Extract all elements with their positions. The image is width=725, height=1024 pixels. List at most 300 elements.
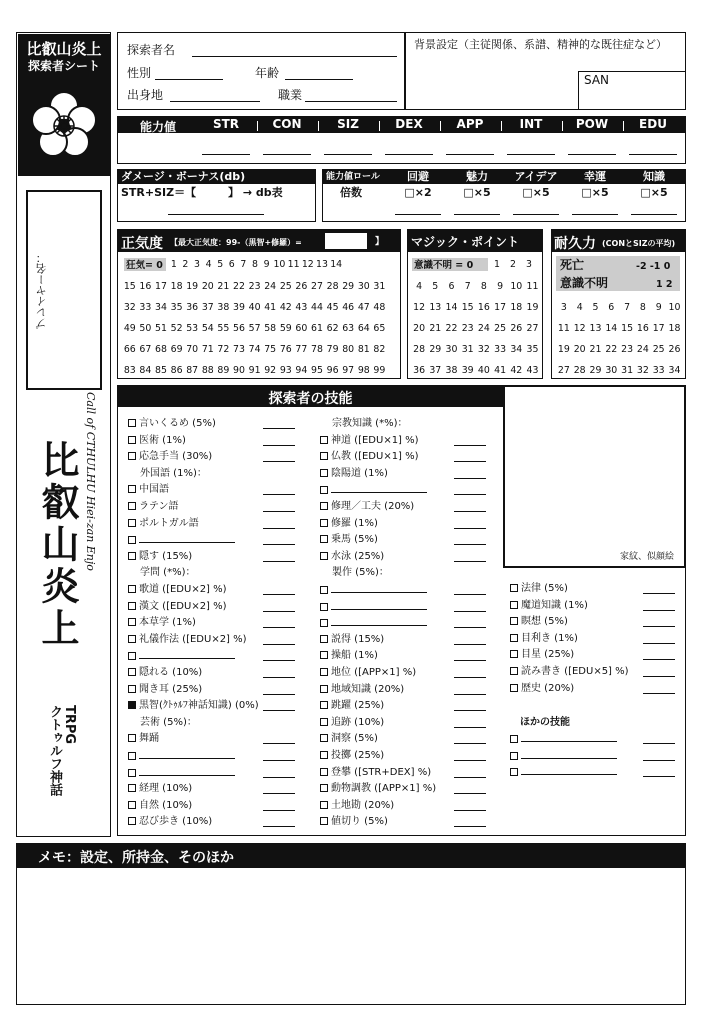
skill-custom-name-field[interactable] (331, 484, 427, 493)
hp-cell[interactable]: 12 (573, 323, 586, 334)
skill-item[interactable] (320, 750, 384, 762)
sanity-cell[interactable]: 12 (301, 259, 314, 270)
sanity-cell[interactable]: 40 (248, 302, 261, 313)
hp-cell[interactable]: 14 (605, 323, 618, 334)
sanity-cell[interactable]: 53 (186, 323, 199, 334)
hp-cell[interactable]: 26 (668, 344, 681, 355)
skill-checkbox[interactable] (320, 619, 328, 627)
skill-value-field[interactable] (263, 777, 295, 778)
skill-value-field[interactable] (643, 693, 675, 694)
sanity-cell[interactable]: 63 (342, 323, 355, 334)
skill-value-field[interactable] (454, 743, 486, 744)
stat-field-str[interactable] (202, 154, 250, 155)
sanity-cell[interactable]: 10 (273, 259, 286, 270)
sanity-cell[interactable]: 59 (279, 323, 292, 334)
magic-cell[interactable]: 37 (429, 365, 442, 376)
sanity-cell[interactable]: 70 (186, 344, 199, 355)
skill-checkbox[interactable] (510, 617, 518, 625)
magic-cell[interactable]: 36 (413, 365, 426, 376)
skill-custom-name-field[interactable] (331, 617, 427, 626)
sanity-cell[interactable]: 47 (357, 302, 370, 313)
player-name-box[interactable] (26, 190, 102, 390)
sanity-cell[interactable]: 76 (279, 344, 292, 355)
sanity-cell[interactable]: 67 (139, 344, 152, 355)
sanity-cell[interactable]: 18 (170, 281, 183, 292)
skill-checkbox[interactable] (128, 801, 136, 809)
skill-checkbox[interactable] (510, 650, 518, 658)
skill-checkbox[interactable] (510, 735, 518, 743)
sanity-cell[interactable]: 24 (264, 281, 277, 292)
sanity-cell[interactable]: 30 (357, 281, 370, 292)
skill-value-field[interactable] (454, 644, 486, 645)
hp-cell[interactable]: 8 (639, 302, 646, 313)
skill-value-field[interactable] (454, 627, 486, 628)
stat-field-app[interactable] (446, 154, 494, 155)
hp-cell[interactable]: 32 (636, 365, 649, 376)
roll-field[interactable] (454, 214, 500, 215)
skill-checkbox[interactable] (320, 469, 328, 477)
sanity-cell[interactable]: 71 (201, 344, 214, 355)
hp-cell[interactable]: 3 (560, 302, 567, 313)
skill-value-field[interactable] (263, 561, 295, 562)
sanity-cell[interactable]: 92 (264, 365, 277, 376)
skill-item[interactable] (510, 750, 617, 763)
magic-cell[interactable]: 12 (413, 302, 426, 313)
skill-value-field[interactable] (643, 760, 675, 761)
skill-item[interactable] (510, 733, 617, 746)
skill-value-field[interactable] (454, 478, 486, 479)
skill-checkbox[interactable] (128, 419, 136, 427)
hp-cell[interactable]: 33 (652, 365, 665, 376)
skill-item[interactable] (510, 616, 568, 628)
magic-cell[interactable]: 23 (461, 323, 474, 334)
investigator-name-field[interactable] (192, 56, 397, 57)
skill-checkbox[interactable] (128, 752, 136, 760)
skill-checkbox[interactable] (320, 734, 328, 742)
skill-item[interactable] (320, 534, 378, 546)
magic-cell[interactable]: 30 (445, 344, 458, 355)
sanity-cell[interactable]: 54 (201, 323, 214, 334)
skill-item[interactable] (320, 501, 414, 513)
skill-checkbox[interactable] (320, 751, 328, 759)
skill-checkbox[interactable] (128, 536, 136, 544)
skill-item[interactable] (320, 584, 427, 597)
magic-cell[interactable]: 14 (445, 302, 458, 313)
skill-item[interactable] (320, 700, 384, 712)
skill-item[interactable] (320, 767, 431, 779)
hp-cell[interactable]: 30 (605, 365, 618, 376)
magic-cell[interactable]: 40 (477, 365, 490, 376)
skill-item[interactable] (128, 650, 235, 663)
sanity-cell[interactable]: 17 (155, 281, 167, 292)
sanity-cell[interactable]: 62 (326, 323, 339, 334)
age-field[interactable] (285, 79, 353, 80)
sanity-cell[interactable]: 94 (295, 365, 308, 376)
magic-cell[interactable]: 9 (497, 281, 504, 292)
sanity-cell[interactable]: 41 (264, 302, 277, 313)
sanity-cell[interactable]: 36 (186, 302, 199, 313)
magic-cell[interactable]: 19 (526, 302, 539, 313)
skill-checkbox[interactable] (128, 519, 136, 527)
skill-checkbox[interactable] (510, 601, 518, 609)
skill-checkbox[interactable] (320, 535, 328, 543)
skill-custom-name-field[interactable] (139, 534, 235, 543)
hp-cell[interactable]: 21 (589, 344, 602, 355)
skill-item[interactable] (128, 584, 227, 596)
magic-cell[interactable]: 7 (464, 281, 471, 292)
sanity-cell[interactable]: 15 (123, 281, 136, 292)
stat-field-dex[interactable] (385, 154, 433, 155)
skill-item[interactable] (128, 501, 179, 513)
hp-cell[interactable]: 7 (624, 302, 631, 313)
magic-cell[interactable]: 15 (461, 302, 474, 313)
hp-cell[interactable]: 34 (668, 365, 681, 376)
skill-checkbox[interactable] (320, 436, 328, 444)
skill-checkbox[interactable] (320, 635, 328, 643)
skill-value-field[interactable] (263, 644, 295, 645)
sanity-cell[interactable]: 7 (240, 259, 247, 270)
hp-cell[interactable]: 9 (655, 302, 662, 313)
skill-item[interactable] (320, 684, 404, 696)
skill-value-field[interactable] (263, 511, 295, 512)
skill-item[interactable] (128, 684, 202, 696)
magic-cell[interactable]: 13 (429, 302, 442, 313)
sanity-cell[interactable]: 77 (295, 344, 308, 355)
sanity-cell[interactable]: 45 (326, 302, 339, 313)
hp-cell[interactable]: 27 (557, 365, 570, 376)
skill-value-field[interactable] (454, 544, 486, 545)
sanity-cell[interactable]: 44 (311, 302, 323, 313)
skill-checkbox[interactable] (320, 784, 328, 792)
skill-checkbox[interactable] (320, 452, 328, 460)
sanity-cell[interactable]: 46 (342, 302, 355, 313)
magic-cell[interactable]: 42 (510, 365, 523, 376)
roll-field[interactable] (513, 214, 559, 215)
skill-item[interactable] (320, 667, 416, 679)
skill-item[interactable] (128, 634, 247, 646)
sanity-cell[interactable]: 55 (217, 323, 230, 334)
sanity-cell[interactable]: 19 (186, 281, 199, 292)
skill-value-field[interactable] (454, 528, 486, 529)
sanity-cell[interactable]: 87 (186, 365, 199, 376)
skill-value-field[interactable] (263, 594, 295, 595)
stat-field-con[interactable] (263, 154, 311, 155)
sanity-cell[interactable]: 27 (311, 281, 323, 292)
skill-custom-name-field[interactable] (139, 750, 235, 759)
sanity-cell[interactable]: 85 (155, 365, 167, 376)
skill-custom-name-field[interactable] (331, 601, 427, 610)
skill-item[interactable] (320, 783, 436, 795)
sanity-cell[interactable]: 57 (248, 323, 261, 334)
skill-item[interactable] (128, 800, 192, 812)
magic-cell[interactable]: 6 (448, 281, 455, 292)
skill-checkbox[interactable] (320, 603, 328, 611)
sanity-cell[interactable]: 28 (326, 281, 339, 292)
skill-checkbox[interactable] (128, 585, 136, 593)
skill-checkbox[interactable] (128, 502, 136, 510)
skill-custom-name-field[interactable] (139, 767, 235, 776)
magic-cell[interactable]: 21 (429, 323, 442, 334)
hp-cell[interactable]: 15 (621, 323, 634, 334)
skill-item[interactable] (128, 733, 159, 745)
hp-cell[interactable]: 13 (589, 323, 602, 334)
skill-item[interactable] (128, 750, 235, 763)
skill-checkbox[interactable] (320, 718, 328, 726)
sanity-cell[interactable]: 4 (205, 259, 212, 270)
sanity-cell[interactable]: 97 (342, 365, 355, 376)
magic-cell[interactable]: 3 (526, 259, 532, 270)
sanity-cell[interactable]: 5 (217, 259, 224, 270)
skill-value-field[interactable] (643, 776, 675, 777)
skill-value-field[interactable] (454, 494, 486, 495)
sanity-cell[interactable]: 72 (217, 344, 230, 355)
sanity-cell[interactable]: 23 (248, 281, 261, 292)
skill-checkbox[interactable] (320, 801, 328, 809)
skill-item[interactable] (510, 766, 617, 779)
skill-value-field[interactable] (263, 710, 295, 711)
sanity-cell[interactable]: 78 (311, 344, 323, 355)
sanity-cell[interactable]: 89 (217, 365, 230, 376)
magic-cell[interactable]: 34 (510, 344, 523, 355)
sanity-cell[interactable]: 37 (201, 302, 214, 313)
skill-value-field[interactable] (263, 660, 295, 661)
skill-value-field[interactable] (263, 760, 295, 761)
magic-cell[interactable]: 20 (413, 323, 426, 334)
magic-cell[interactable]: 5 (432, 281, 439, 292)
hp-cell[interactable]: 17 (652, 323, 665, 334)
hp-cell[interactable]: 6 (608, 302, 615, 313)
skill-checkbox[interactable] (128, 685, 136, 693)
skill-checkbox[interactable] (128, 668, 136, 676)
skill-custom-name-field[interactable] (521, 766, 617, 775)
skill-value-field[interactable] (263, 461, 295, 462)
skill-value-field[interactable] (263, 627, 295, 628)
skill-custom-name-field[interactable] (331, 584, 427, 593)
skill-checkbox[interactable] (510, 634, 518, 642)
hp-cell[interactable]: 11 (557, 323, 570, 334)
hp-cell[interactable]: 5 (592, 302, 599, 313)
skill-checkbox[interactable] (320, 668, 328, 676)
skill-checkbox[interactable] (320, 502, 328, 510)
sanity-cell[interactable]: 16 (139, 281, 152, 292)
skill-value-field[interactable] (643, 593, 675, 594)
skill-item[interactable] (320, 468, 388, 480)
sanity-cell[interactable]: 75 (264, 344, 277, 355)
damage-bonus-field[interactable] (168, 214, 264, 215)
skill-item[interactable] (128, 484, 169, 496)
skill-value-field[interactable] (263, 677, 295, 678)
skill-value-field[interactable] (643, 626, 675, 627)
hp-cell[interactable]: 16 (636, 323, 649, 334)
sanity-cell[interactable]: 93 (279, 365, 292, 376)
portrait-box[interactable] (503, 385, 686, 568)
hp-cell[interactable]: 19 (557, 344, 570, 355)
skill-value-field[interactable] (263, 428, 295, 429)
skill-item[interactable] (510, 583, 568, 595)
skill-value-field[interactable] (643, 643, 675, 644)
sanity-cell[interactable]: 99 (373, 365, 386, 376)
skill-item[interactable] (128, 767, 235, 780)
hp-cell[interactable]: 10 (668, 302, 681, 313)
sanity-cell[interactable]: 65 (373, 323, 386, 334)
birthplace-field[interactable] (170, 101, 260, 102)
skill-item[interactable] (510, 649, 574, 661)
skill-checkbox[interactable] (320, 519, 328, 527)
skill-item[interactable] (510, 666, 629, 678)
skill-value-field[interactable] (263, 743, 295, 744)
skill-value-field[interactable] (454, 826, 486, 827)
skill-value-field[interactable] (454, 694, 486, 695)
skill-checkbox[interactable] (510, 752, 518, 760)
sanity-cell[interactable]: 25 (279, 281, 292, 292)
sanity-cell[interactable]: 88 (201, 365, 214, 376)
skill-item[interactable] (510, 633, 578, 645)
magic-cell[interactable]: 25 (494, 323, 507, 334)
skill-item[interactable] (128, 601, 227, 613)
magic-cell[interactable]: 16 (477, 302, 490, 313)
stat-field-int[interactable] (507, 154, 555, 155)
skill-custom-name-field[interactable] (521, 733, 617, 742)
magic-cell[interactable]: 41 (494, 365, 507, 376)
magic-cell[interactable]: 39 (461, 365, 474, 376)
hp-cell[interactable]: 31 (621, 365, 634, 376)
skill-item[interactable] (320, 800, 394, 812)
skill-checkbox[interactable] (128, 452, 136, 460)
hp-cell[interactable]: 20 (573, 344, 586, 355)
skill-checkbox[interactable] (128, 552, 136, 560)
sanity-cell[interactable]: 74 (248, 344, 261, 355)
sanity-cell[interactable]: 66 (123, 344, 136, 355)
skill-value-field[interactable] (454, 561, 486, 562)
skill-item[interactable] (320, 451, 419, 463)
magic-cell[interactable]: 11 (526, 281, 539, 292)
sanity-cell[interactable]: 73 (233, 344, 245, 355)
skill-checkbox[interactable] (128, 436, 136, 444)
sanity-cell[interactable]: 60 (295, 323, 308, 334)
sanity-cell[interactable]: 39 (233, 302, 245, 313)
skill-item[interactable] (510, 600, 588, 612)
skill-value-field[interactable] (263, 528, 295, 529)
hp-cell[interactable]: 25 (652, 344, 665, 355)
sanity-cell[interactable]: 38 (217, 302, 230, 313)
skill-item[interactable] (320, 650, 378, 662)
skill-value-field[interactable] (263, 544, 295, 545)
sanity-cell[interactable]: 2 (182, 259, 189, 270)
skill-checkbox[interactable] (510, 667, 518, 675)
sanity-cell[interactable]: 3 (194, 259, 200, 270)
skill-item[interactable] (128, 418, 216, 430)
hp-cell[interactable]: 23 (621, 344, 634, 355)
max-sanity-field[interactable] (325, 233, 367, 249)
skill-item[interactable] (320, 601, 427, 614)
sanity-cell[interactable]: 56 (233, 323, 245, 334)
skill-value-field[interactable] (454, 445, 486, 446)
magic-cell[interactable]: 33 (494, 344, 507, 355)
stat-field-edu[interactable] (629, 154, 677, 155)
magic-cell[interactable]: 2 (510, 259, 516, 270)
skill-value-field[interactable] (263, 793, 295, 794)
sanity-cell[interactable]: 33 (139, 302, 152, 313)
skill-checkbox[interactable] (320, 586, 328, 594)
skill-value-field[interactable] (454, 760, 486, 761)
skill-checkbox[interactable] (320, 552, 328, 560)
magic-cell[interactable]: 24 (477, 323, 490, 334)
sanity-cell[interactable]: 13 (316, 259, 328, 270)
skill-value-field[interactable] (643, 659, 675, 660)
skill-value-field[interactable] (263, 810, 295, 811)
sanity-cell[interactable]: 34 (155, 302, 167, 313)
magic-cell[interactable]: 32 (477, 344, 490, 355)
magic-cell[interactable]: 31 (461, 344, 474, 355)
skill-value-field[interactable] (454, 660, 486, 661)
skill-item[interactable] (320, 634, 384, 646)
skill-value-field[interactable] (263, 694, 295, 695)
skill-checkbox[interactable] (510, 768, 518, 776)
sanity-cell[interactable]: 20 (201, 281, 214, 292)
sex-field[interactable] (155, 79, 223, 80)
magic-cell[interactable]: 27 (526, 323, 539, 334)
skill-checkbox[interactable] (320, 768, 328, 776)
skill-checkbox[interactable] (510, 684, 518, 692)
sanity-cell[interactable]: 83 (123, 365, 136, 376)
sanity-cell[interactable]: 96 (326, 365, 339, 376)
sanity-cell[interactable]: 1 (170, 259, 177, 270)
sanity-cell[interactable]: 31 (373, 281, 386, 292)
skill-item[interactable] (128, 451, 212, 463)
hp-cell[interactable]: 29 (589, 365, 602, 376)
skill-value-field[interactable] (454, 611, 486, 612)
sanity-cell[interactable]: 91 (248, 365, 261, 376)
sanity-cell[interactable]: 58 (264, 323, 277, 334)
sanity-cell[interactable]: 61 (311, 323, 323, 334)
skill-item[interactable] (320, 617, 427, 630)
skill-item[interactable] (128, 435, 186, 447)
sanity-cell[interactable]: 82 (373, 344, 386, 355)
skill-checkbox[interactable] (128, 635, 136, 643)
skill-checkbox[interactable] (320, 486, 328, 494)
job-field[interactable] (305, 101, 397, 102)
magic-cell[interactable]: 22 (445, 323, 458, 334)
magic-cell[interactable]: 1 (494, 259, 500, 270)
skill-value-field[interactable] (643, 676, 675, 677)
sanity-cell[interactable]: 51 (155, 323, 167, 334)
skill-checkbox[interactable] (128, 817, 136, 825)
skill-item[interactable] (128, 816, 212, 828)
skill-value-field[interactable] (263, 445, 295, 446)
sanity-cell[interactable]: 21 (217, 281, 230, 292)
skill-item[interactable] (320, 435, 419, 447)
sanity-cell[interactable]: 52 (170, 323, 183, 334)
skill-checkbox[interactable] (128, 602, 136, 610)
skill-item[interactable] (320, 518, 378, 530)
sanity-cell[interactable]: 68 (155, 344, 167, 355)
sanity-cell[interactable]: 48 (373, 302, 386, 313)
hp-cell[interactable]: 4 (576, 302, 583, 313)
magic-cell[interactable]: 35 (526, 344, 539, 355)
skill-item[interactable] (320, 816, 388, 828)
skill-value-field[interactable] (454, 677, 486, 678)
sanity-cell[interactable]: 98 (357, 365, 370, 376)
skill-item[interactable] (128, 667, 202, 679)
skill-value-field[interactable] (643, 610, 675, 611)
sanity-cell[interactable]: 49 (123, 323, 136, 334)
skill-checkbox[interactable] (128, 618, 136, 626)
skill-item[interactable] (128, 700, 259, 712)
sanity-cell[interactable]: 69 (170, 344, 183, 355)
skill-value-field[interactable] (454, 727, 486, 728)
sanity-cell[interactable]: 64 (357, 323, 370, 334)
skill-checkbox[interactable] (128, 734, 136, 742)
